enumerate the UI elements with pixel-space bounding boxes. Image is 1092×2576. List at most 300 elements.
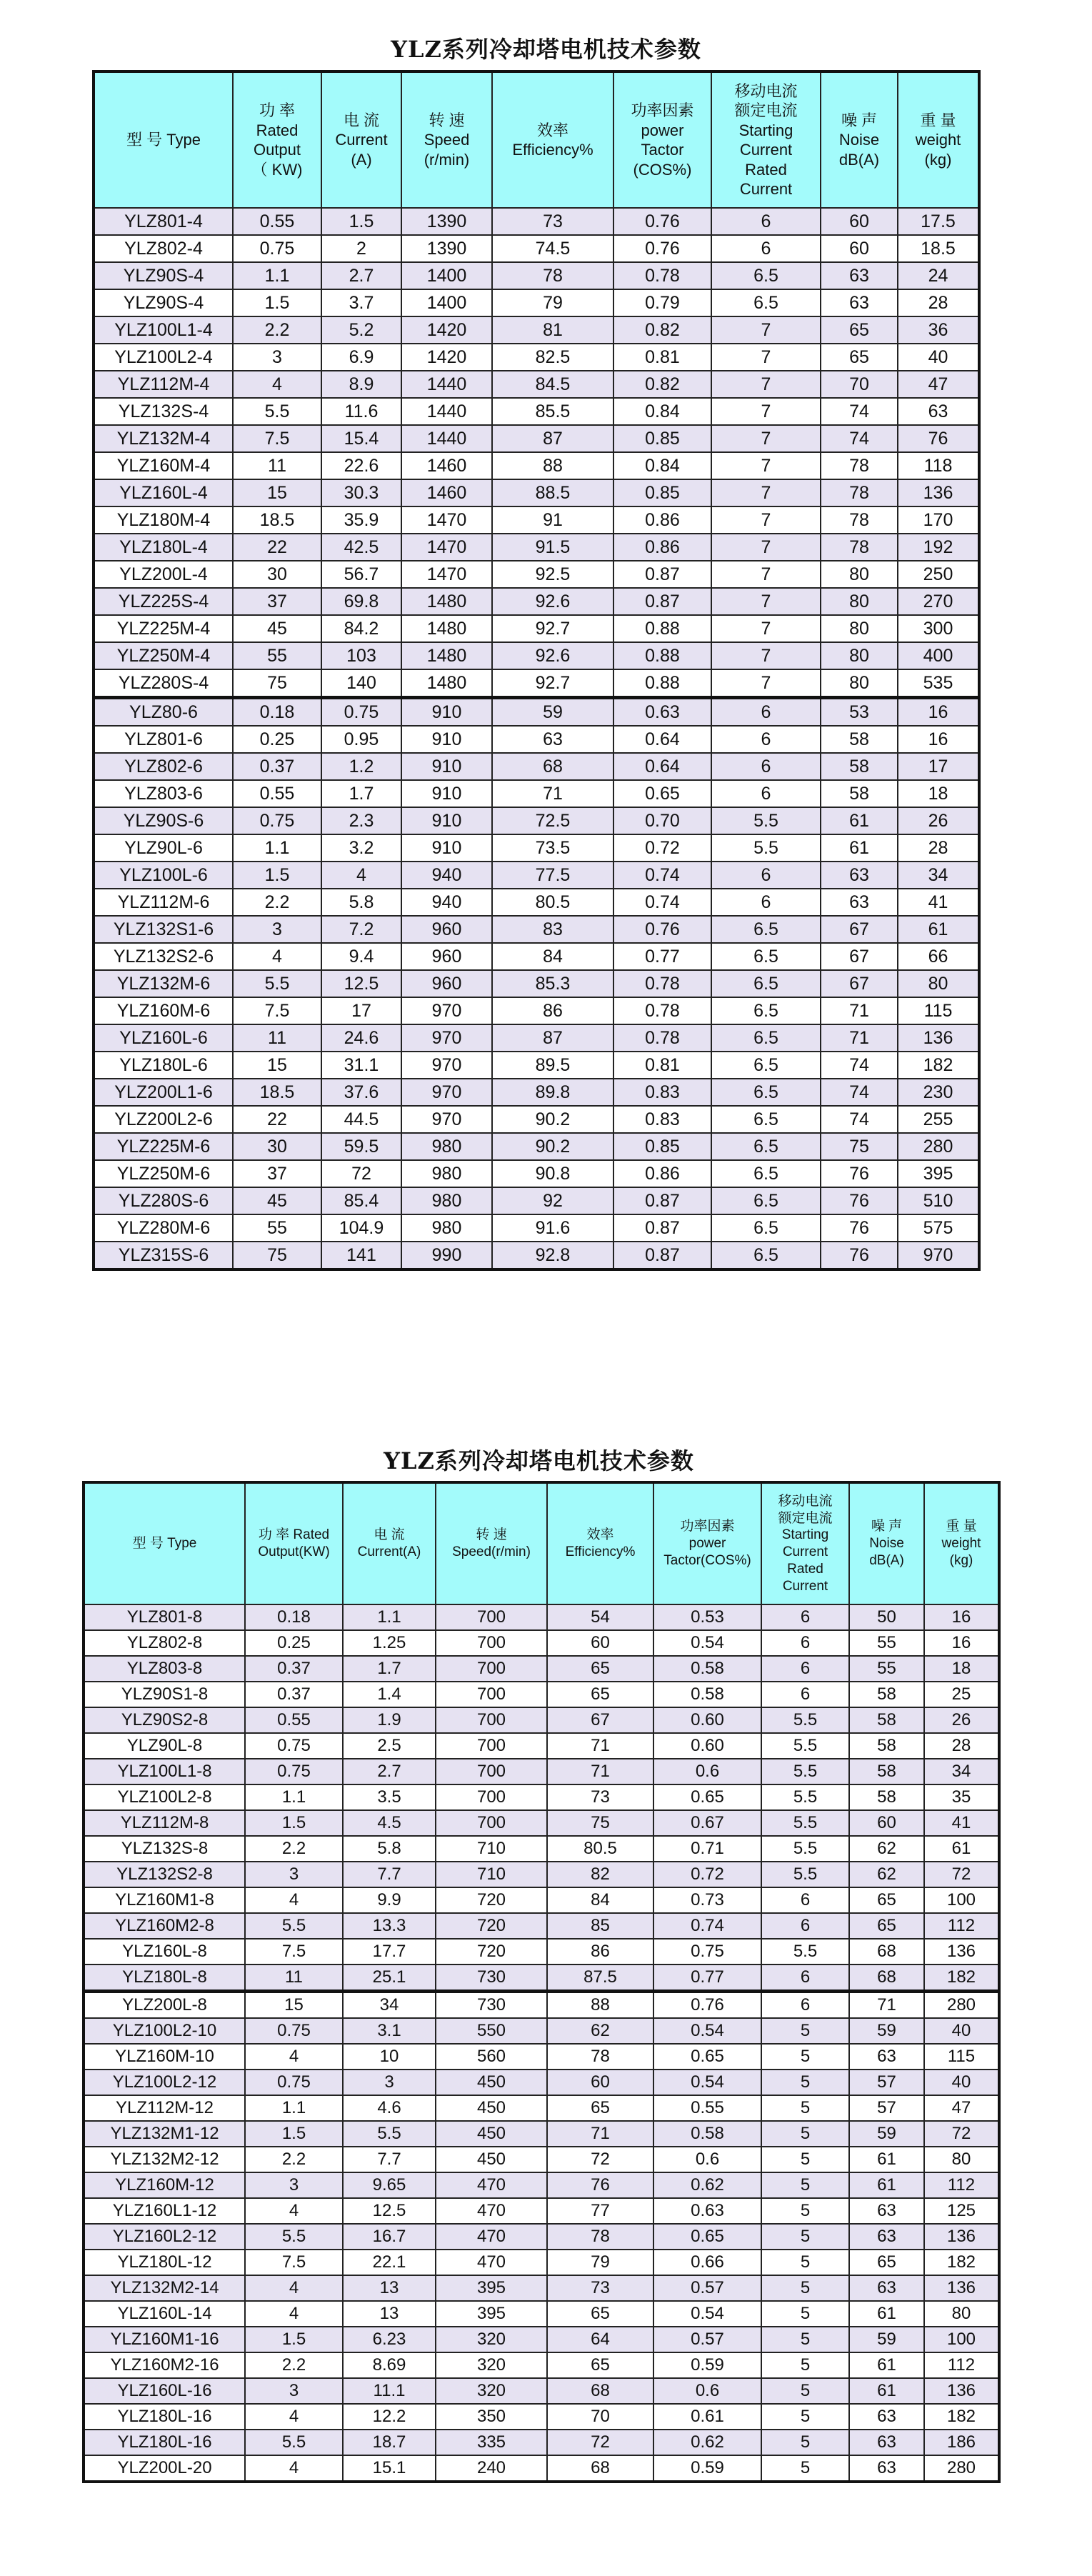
cell-current: 8.9	[321, 371, 401, 398]
cell-current: 2.7	[343, 1759, 436, 1784]
cell-power-factor: 0.82	[613, 316, 711, 344]
table-row	[94, 807, 979, 834]
cell-power-factor: 0.6	[653, 2147, 761, 2172]
cell-noise: 78	[821, 452, 898, 479]
cell-starting-current-ratio: 6	[761, 1656, 849, 1682]
cell-current: 31.1	[321, 1052, 401, 1079]
cell-power-factor: 0.76	[653, 1992, 761, 2019]
cell-rated-output: 75	[233, 669, 321, 698]
cell-power-factor: 0.83	[613, 1079, 711, 1106]
cell-power-factor: 0.87	[613, 588, 711, 615]
table-row	[84, 2327, 999, 2352]
cell-weight: 136	[924, 2275, 999, 2301]
column-header-starting-current-ratio: 移动电流 额定电流 Starting Current Rated Current	[761, 1482, 849, 1604]
cell-power-factor: 0.72	[613, 834, 711, 862]
cell-power-factor: 0.64	[613, 726, 711, 753]
cell-speed: 1460	[401, 452, 492, 479]
cell-power-factor: 0.88	[613, 642, 711, 669]
cell-noise: 65	[821, 316, 898, 344]
cell-speed: 1480	[401, 669, 492, 698]
cell-noise: 63	[849, 2430, 924, 2455]
cell-noise: 63	[849, 2044, 924, 2070]
cell-speed: 980	[401, 1133, 492, 1160]
cell-rated-output: 4	[245, 2301, 343, 2327]
cell-type: YLZ132M-4	[94, 425, 233, 452]
cell-current: 34	[343, 1992, 436, 2019]
cell-efficiency: 63	[492, 726, 613, 753]
cell-current: 42.5	[321, 534, 401, 561]
cell-efficiency: 80.5	[492, 889, 613, 916]
cell-rated-output: 2.2	[245, 1836, 343, 1862]
cell-weight: 47	[898, 371, 979, 398]
cell-speed: 700	[436, 1784, 547, 1810]
cell-type: YLZ100L1-8	[84, 1759, 245, 1784]
cell-weight: 36	[898, 316, 979, 344]
cell-starting-current-ratio: 5	[761, 2352, 849, 2378]
cell-power-factor: 0.84	[613, 452, 711, 479]
cell-power-factor: 0.85	[613, 479, 711, 506]
cell-power-factor: 0.88	[613, 615, 711, 642]
motor-spec-table-2	[82, 1481, 1001, 2483]
cell-rated-output: 7.5	[245, 1939, 343, 1965]
table-row	[94, 698, 979, 727]
cell-starting-current-ratio: 5.5	[711, 807, 821, 834]
cell-noise: 74	[821, 1106, 898, 1133]
cell-power-factor: 0.74	[613, 889, 711, 916]
cell-power-factor: 0.67	[653, 1810, 761, 1836]
table-row	[84, 1836, 999, 1862]
cell-noise: 58	[821, 753, 898, 780]
cell-starting-current-ratio: 6	[711, 208, 821, 235]
table-row	[94, 208, 979, 235]
table-row	[84, 2224, 999, 2250]
cell-weight: 112	[924, 1913, 999, 1939]
cell-starting-current-ratio: 6.5	[711, 1242, 821, 1269]
cell-starting-current-ratio: 6	[711, 862, 821, 889]
cell-starting-current-ratio: 6	[711, 753, 821, 780]
cell-weight: 250	[898, 561, 979, 588]
cell-current: 16.7	[343, 2224, 436, 2250]
cell-efficiency: 79	[547, 2250, 653, 2275]
cell-rated-output: 1.1	[233, 834, 321, 862]
cell-efficiency: 92.6	[492, 588, 613, 615]
cell-speed: 700	[436, 1682, 547, 1707]
cell-current: 3.5	[343, 1784, 436, 1810]
cell-efficiency: 62	[547, 2018, 653, 2044]
cell-power-factor: 0.61	[653, 2404, 761, 2430]
cell-starting-current-ratio: 6.5	[711, 1024, 821, 1052]
cell-efficiency: 68	[492, 753, 613, 780]
cell-efficiency: 84	[492, 943, 613, 970]
cell-speed: 1470	[401, 534, 492, 561]
cell-type: YLZ100L2-12	[84, 2070, 245, 2095]
cell-current: 0.95	[321, 726, 401, 753]
cell-weight: 66	[898, 943, 979, 970]
cell-weight: 182	[898, 1052, 979, 1079]
cell-speed: 720	[436, 1913, 547, 1939]
cell-rated-output: 5.5	[245, 2430, 343, 2455]
cell-noise: 58	[821, 726, 898, 753]
cell-current: 7.7	[343, 2147, 436, 2172]
cell-speed: 720	[436, 1887, 547, 1913]
cell-noise: 76	[821, 1187, 898, 1214]
cell-speed: 1400	[401, 289, 492, 316]
table-row	[94, 1024, 979, 1052]
cell-weight: 16	[924, 1604, 999, 1630]
cell-efficiency: 72.5	[492, 807, 613, 834]
cell-type: YLZ160M1-8	[84, 1887, 245, 1913]
cell-speed: 1480	[401, 588, 492, 615]
cell-weight: 80	[924, 2147, 999, 2172]
cell-power-factor: 0.71	[653, 1836, 761, 1862]
cell-rated-output: 75	[233, 1242, 321, 1269]
cell-type: YLZ132S1-6	[94, 916, 233, 943]
table-row	[94, 1052, 979, 1079]
cell-starting-current-ratio: 6.5	[711, 1214, 821, 1242]
cell-starting-current-ratio: 5	[761, 2275, 849, 2301]
cell-power-factor: 0.72	[653, 1862, 761, 1887]
cell-type: YLZ160L-6	[94, 1024, 233, 1052]
cell-current: 13	[343, 2301, 436, 2327]
cell-speed: 1470	[401, 561, 492, 588]
cell-efficiency: 78	[492, 262, 613, 289]
cell-type: YLZ225M-6	[94, 1133, 233, 1160]
cell-efficiency: 90.2	[492, 1106, 613, 1133]
cell-type: YLZ160M2-16	[84, 2352, 245, 2378]
cell-starting-current-ratio: 6	[761, 1913, 849, 1939]
cell-starting-current-ratio: 5	[761, 2172, 849, 2198]
cell-type: YLZ160L-16	[84, 2378, 245, 2404]
cell-weight: 80	[924, 2301, 999, 2327]
cell-efficiency: 88	[492, 452, 613, 479]
table-row	[84, 2018, 999, 2044]
table-row	[84, 2275, 999, 2301]
cell-rated-output: 11	[245, 1965, 343, 1992]
cell-starting-current-ratio: 6.5	[711, 1187, 821, 1214]
table-row	[84, 2198, 999, 2224]
cell-current: 5.8	[343, 1836, 436, 1862]
cell-current: 1.4	[343, 1682, 436, 1707]
cell-power-factor: 0.85	[613, 425, 711, 452]
cell-speed: 980	[401, 1214, 492, 1242]
cell-current: 17.7	[343, 1939, 436, 1965]
table-row	[84, 1707, 999, 1733]
cell-starting-current-ratio: 6	[761, 1992, 849, 2019]
cell-rated-output: 30	[233, 561, 321, 588]
cell-current: 2.3	[321, 807, 401, 834]
table-row	[94, 344, 979, 371]
table-row	[94, 916, 979, 943]
cell-current: 103	[321, 642, 401, 669]
cell-power-factor: 0.54	[653, 2301, 761, 2327]
column-header-noise: 噪 声 Noise dB(A)	[849, 1482, 924, 1604]
cell-starting-current-ratio: 6.5	[711, 289, 821, 316]
table2-title: YLZ系列冷却塔电机技术参数	[384, 1447, 694, 1474]
cell-type: YLZ250M-4	[94, 642, 233, 669]
cell-rated-output: 0.37	[245, 1656, 343, 1682]
cell-type: YLZ90S-4	[94, 262, 233, 289]
cell-efficiency: 92.7	[492, 669, 613, 698]
cell-weight: 136	[898, 479, 979, 506]
cell-rated-output: 4	[245, 2455, 343, 2482]
cell-noise: 59	[849, 2018, 924, 2044]
cell-weight: 182	[924, 2250, 999, 2275]
column-header-current: 电 流 Current(A)	[343, 1482, 436, 1604]
cell-current: 8.69	[343, 2352, 436, 2378]
cell-speed: 320	[436, 2352, 547, 2378]
cell-speed: 240	[436, 2455, 547, 2482]
cell-speed: 730	[436, 1992, 547, 2019]
cell-speed: 395	[436, 2301, 547, 2327]
column-header-speed: 转 速 Speed(r/min)	[436, 1482, 547, 1604]
cell-power-factor: 0.62	[653, 2430, 761, 2455]
cell-speed: 730	[436, 1965, 547, 1992]
cell-starting-current-ratio: 7	[711, 669, 821, 698]
cell-speed: 700	[436, 1810, 547, 1836]
cell-speed: 720	[436, 1939, 547, 1965]
cell-noise: 76	[821, 1242, 898, 1269]
cell-power-factor: 0.83	[613, 1106, 711, 1133]
cell-efficiency: 91	[492, 506, 613, 534]
cell-current: 22.1	[343, 2250, 436, 2275]
table-row	[84, 2430, 999, 2455]
table-row	[94, 561, 979, 588]
cell-weight: 535	[898, 669, 979, 698]
cell-speed: 1440	[401, 425, 492, 452]
cell-weight: 72	[924, 1862, 999, 1887]
cell-noise: 78	[821, 479, 898, 506]
cell-efficiency: 91.6	[492, 1214, 613, 1242]
cell-type: YLZ801-6	[94, 726, 233, 753]
cell-type: YLZ200L-8	[84, 1992, 245, 2019]
cell-efficiency: 71	[547, 1733, 653, 1759]
table-row	[84, 1913, 999, 1939]
cell-weight: 255	[898, 1106, 979, 1133]
table-row	[94, 970, 979, 997]
cell-noise: 80	[821, 561, 898, 588]
table-row	[84, 2352, 999, 2378]
cell-starting-current-ratio: 5	[761, 2250, 849, 2275]
cell-rated-output: 3	[245, 2378, 343, 2404]
cell-rated-output: 0.55	[245, 1707, 343, 1733]
cell-power-factor: 0.78	[613, 1024, 711, 1052]
cell-weight: 395	[898, 1160, 979, 1187]
cell-starting-current-ratio: 5	[761, 2147, 849, 2172]
cell-weight: 61	[924, 1836, 999, 1862]
table-row	[84, 1733, 999, 1759]
cell-speed: 710	[436, 1836, 547, 1862]
cell-speed: 980	[401, 1187, 492, 1214]
cell-starting-current-ratio: 5.5	[761, 1836, 849, 1862]
cell-noise: 63	[849, 2275, 924, 2301]
cell-noise: 76	[821, 1160, 898, 1187]
cell-starting-current-ratio: 6.5	[711, 916, 821, 943]
cell-efficiency: 88	[547, 1992, 653, 2019]
cell-efficiency: 92.6	[492, 642, 613, 669]
table-row	[84, 2121, 999, 2147]
cell-current: 15.1	[343, 2455, 436, 2482]
table-row	[84, 1630, 999, 1656]
cell-efficiency: 86	[492, 997, 613, 1024]
cell-efficiency: 68	[547, 2455, 653, 2482]
cell-noise: 61	[849, 2378, 924, 2404]
cell-power-factor: 0.59	[653, 2352, 761, 2378]
table-row	[94, 371, 979, 398]
cell-noise: 65	[849, 1887, 924, 1913]
cell-type: YLZ801-4	[94, 208, 233, 235]
table-row	[84, 2455, 999, 2482]
cell-type: YLZ225M-4	[94, 615, 233, 642]
cell-current: 3.7	[321, 289, 401, 316]
cell-type: YLZ802-4	[94, 235, 233, 262]
cell-current: 12.5	[343, 2198, 436, 2224]
cell-type: YLZ132S2-8	[84, 1862, 245, 1887]
cell-weight: 136	[924, 1939, 999, 1965]
cell-weight: 40	[924, 2018, 999, 2044]
cell-noise: 61	[821, 834, 898, 862]
column-header-power-factor: 功率因素 power Tactor (COS%)	[613, 71, 711, 208]
cell-power-factor: 0.88	[613, 669, 711, 698]
cell-noise: 78	[821, 534, 898, 561]
cell-starting-current-ratio: 5	[761, 2301, 849, 2327]
cell-current: 3.2	[321, 834, 401, 862]
cell-power-factor: 0.58	[653, 1656, 761, 1682]
cell-rated-output: 0.25	[245, 1630, 343, 1656]
cell-speed: 335	[436, 2430, 547, 2455]
cell-type: YLZ132M1-12	[84, 2121, 245, 2147]
cell-speed: 910	[401, 807, 492, 834]
cell-noise: 70	[821, 371, 898, 398]
cell-speed: 470	[436, 2224, 547, 2250]
cell-type: YLZ180L-16	[84, 2430, 245, 2455]
cell-speed: 940	[401, 862, 492, 889]
cell-starting-current-ratio: 5.5	[761, 1707, 849, 1733]
cell-rated-output: 18.5	[233, 1079, 321, 1106]
cell-starting-current-ratio: 5.5	[761, 1862, 849, 1887]
cell-current: 6.9	[321, 344, 401, 371]
cell-rated-output: 0.75	[245, 2018, 343, 2044]
cell-power-factor: 0.66	[653, 2250, 761, 2275]
table-row	[94, 425, 979, 452]
cell-starting-current-ratio: 5	[761, 2121, 849, 2147]
table-row	[94, 1242, 979, 1269]
cell-starting-current-ratio: 7	[711, 479, 821, 506]
cell-weight: 80	[898, 970, 979, 997]
cell-noise: 68	[849, 1939, 924, 1965]
cell-power-factor: 0.85	[613, 1133, 711, 1160]
table1-title: YLZ系列冷却塔电机技术参数	[391, 36, 701, 63]
table-row	[84, 2095, 999, 2121]
cell-weight: 72	[924, 2121, 999, 2147]
cell-power-factor: 0.84	[613, 398, 711, 425]
cell-power-factor: 0.57	[653, 2275, 761, 2301]
cell-type: YLZ90L-8	[84, 1733, 245, 1759]
cell-noise: 62	[849, 1862, 924, 1887]
cell-weight: 26	[898, 807, 979, 834]
table-row	[84, 2044, 999, 2070]
cell-noise: 65	[849, 2250, 924, 2275]
cell-power-factor: 0.86	[613, 534, 711, 561]
cell-speed: 700	[436, 1656, 547, 1682]
cell-type: YLZ280S-4	[94, 669, 233, 698]
cell-efficiency: 85.3	[492, 970, 613, 997]
table-row	[84, 1862, 999, 1887]
cell-power-factor: 0.77	[653, 1965, 761, 1992]
cell-type: YLZ803-8	[84, 1656, 245, 1682]
cell-speed: 1400	[401, 262, 492, 289]
cell-noise: 65	[821, 344, 898, 371]
cell-efficiency: 86	[547, 1939, 653, 1965]
cell-starting-current-ratio: 5.5	[761, 1759, 849, 1784]
cell-type: YLZ132M2-14	[84, 2275, 245, 2301]
cell-efficiency: 92.8	[492, 1242, 613, 1269]
cell-noise: 68	[849, 1965, 924, 1992]
cell-type: YLZ132S-8	[84, 1836, 245, 1862]
cell-speed: 470	[436, 2250, 547, 2275]
cell-noise: 55	[849, 1630, 924, 1656]
cell-efficiency: 65	[547, 2301, 653, 2327]
cell-noise: 57	[849, 2095, 924, 2121]
cell-weight: 26	[924, 1707, 999, 1733]
table-row	[84, 2301, 999, 2327]
cell-current: 140	[321, 669, 401, 698]
cell-noise: 63	[849, 2455, 924, 2482]
cell-noise: 58	[849, 1707, 924, 1733]
cell-speed: 970	[401, 1024, 492, 1052]
cell-speed: 700	[436, 1733, 547, 1759]
table-row	[84, 1939, 999, 1965]
cell-weight: 112	[924, 2352, 999, 2378]
cell-current: 3	[343, 2070, 436, 2095]
cell-current: 7.7	[343, 1862, 436, 1887]
cell-type: YLZ315S-6	[94, 1242, 233, 1269]
cell-current: 17	[321, 997, 401, 1024]
cell-rated-output: 18.5	[233, 506, 321, 534]
cell-type: YLZ802-8	[84, 1630, 245, 1656]
cell-current: 1.1	[343, 1604, 436, 1630]
cell-efficiency: 60	[547, 2070, 653, 2095]
cell-power-factor: 0.65	[653, 1784, 761, 1810]
cell-speed: 395	[436, 2275, 547, 2301]
cell-rated-output: 2.2	[245, 2147, 343, 2172]
cell-efficiency: 73	[547, 1784, 653, 1810]
cell-type: YLZ160L-8	[84, 1939, 245, 1965]
cell-current: 13.3	[343, 1913, 436, 1939]
cell-current: 35.9	[321, 506, 401, 534]
cell-efficiency: 65	[547, 2352, 653, 2378]
cell-type: YLZ180M-4	[94, 506, 233, 534]
cell-noise: 71	[821, 997, 898, 1024]
cell-current: 7.2	[321, 916, 401, 943]
cell-current: 15.4	[321, 425, 401, 452]
cell-weight: 280	[898, 1133, 979, 1160]
cell-noise: 60	[821, 208, 898, 235]
cell-power-factor: 0.87	[613, 561, 711, 588]
cell-current: 1.2	[321, 753, 401, 780]
cell-efficiency: 65	[547, 2095, 653, 2121]
table-row	[94, 834, 979, 862]
cell-efficiency: 87	[492, 425, 613, 452]
cell-type: YLZ160M-6	[94, 997, 233, 1024]
cell-noise: 76	[821, 1214, 898, 1242]
cell-current: 104.9	[321, 1214, 401, 1242]
cell-rated-output: 5.5	[233, 970, 321, 997]
cell-noise: 65	[849, 1913, 924, 1939]
table-row	[84, 2172, 999, 2198]
cell-weight: 270	[898, 588, 979, 615]
cell-noise: 67	[821, 916, 898, 943]
cell-power-factor: 0.65	[653, 2224, 761, 2250]
